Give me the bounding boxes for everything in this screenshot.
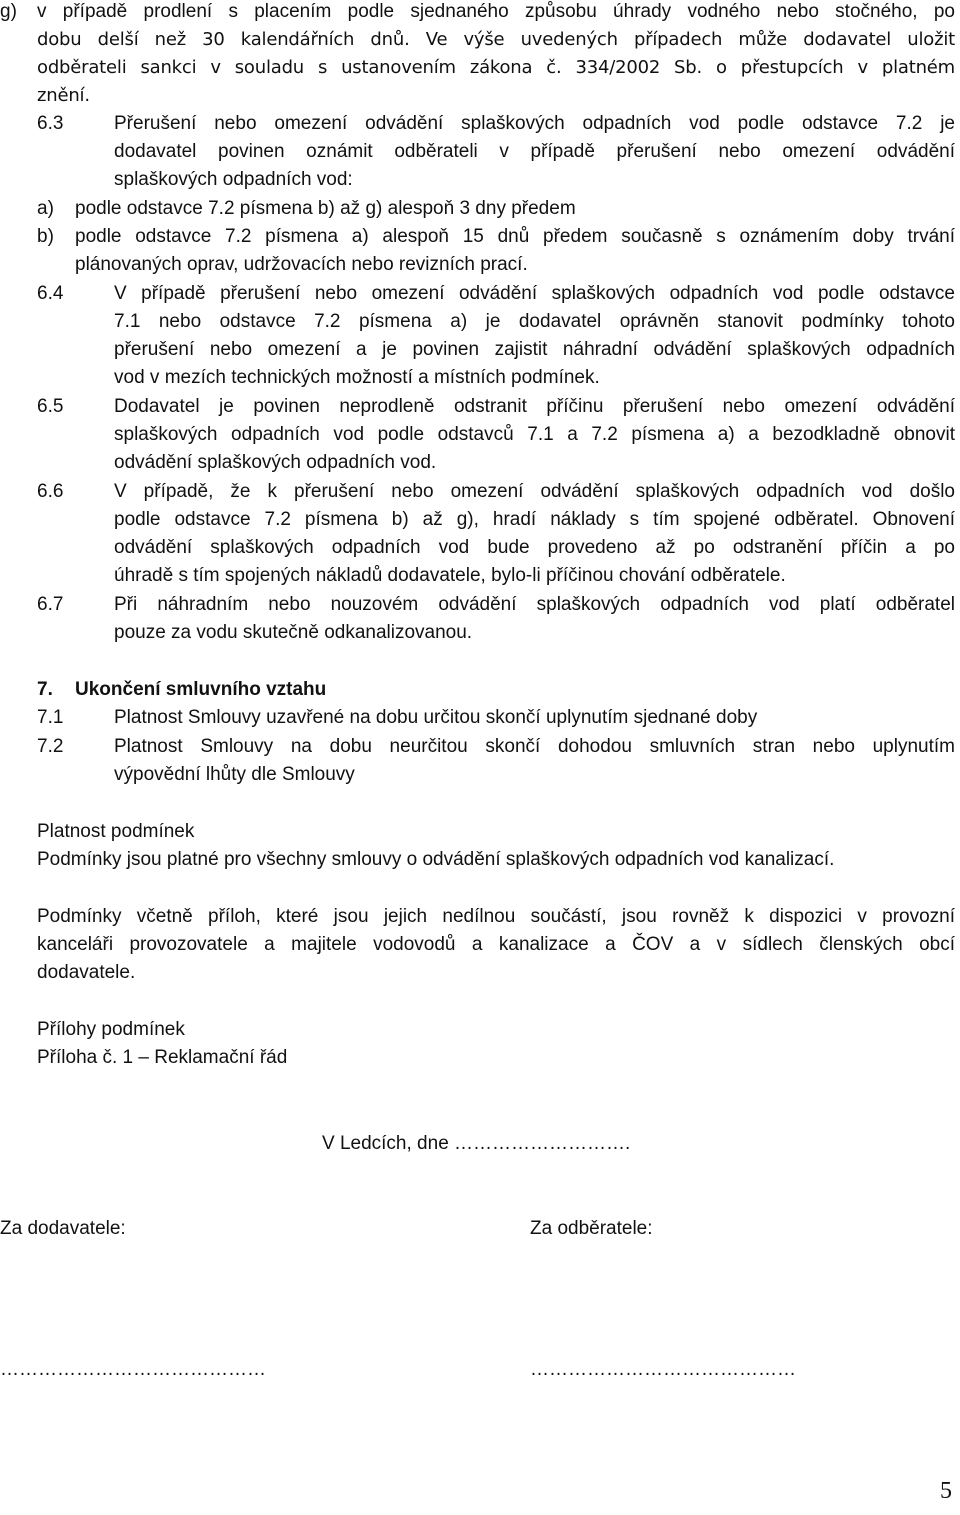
- section-heading-7: Ukončení smluvního vztahu: [75, 679, 327, 700]
- section-number-6-3: 6.3: [37, 113, 64, 134]
- section-number-7-1: 7.1: [37, 707, 64, 728]
- supplier-label: Za dodavatele:: [0, 1218, 126, 1239]
- item-g-line-2: dobu delší než 30 kalendářních dnů. Ve výše uvedených případech může dodavatel uložit: [37, 29, 955, 50]
- item-b-line-2: plánovaných oprav, udržovacích nebo revizních prací.: [75, 254, 528, 275]
- list-marker-g: g): [0, 1, 17, 22]
- item-g-line-3: odběrateli sankci v souladu s ustanovením zákona č. 334/2002 Sb. o přestupcích v platném: [37, 57, 955, 78]
- section-6-5-line-2: splaškových odpadních vod podle odstavců 7.1 a 7.2 písmena a) a bezodkladně obnovit: [114, 424, 955, 445]
- item-a-text: podle odstavce 7.2 písmena b) až g) alespoň 3 dny předem: [75, 198, 576, 219]
- section-6-5-line-3: odvádění splaškových odpadních vod.: [114, 452, 437, 473]
- validity-paragraph-line-2: kanceláři provozovatele a majitele vodovodů a kanalizace a ČOV a v sídlech členských obcí: [37, 934, 955, 955]
- page-number: 5: [940, 1478, 952, 1504]
- section-6-4-line-1: V případě přerušení nebo omezení odvádění splaškových odpadních vod podle odstavce: [114, 283, 955, 304]
- attachments-title: Přílohy podmínek: [37, 1019, 185, 1040]
- section-6-3-line-1: Přerušení nebo omezení odvádění splaškových odpadních vod podle odstavce 7.2 je: [114, 113, 955, 134]
- section-6-4-line-3: přerušení nebo omezení a je povinen zajistit náhradní odvádění splaškových odpadních: [114, 339, 955, 360]
- validity-paragraph-line-1: Podmínky včetně příloh, které jsou jejich nedílnou součástí, jsou rovněž k dispozici v provozní: [37, 906, 955, 927]
- section-6-5-line-1: Dodavatel je povinen neprodleně odstranit příčinu přerušení nebo omezení odvádění: [114, 396, 955, 417]
- customer-label: Za odběratele:: [530, 1218, 653, 1239]
- section-number-6-5: 6.5: [37, 396, 64, 417]
- section-number-6-6: 6.6: [37, 481, 64, 502]
- section-6-7-line-2: pouze za vodu skutečně odkanalizovanou.: [114, 622, 473, 643]
- supplier-signature-line: ……………………………………: [0, 1359, 266, 1380]
- section-7-2-line-1: Platnost Smlouvy na dobu neurčitou skončí dohodou smluvních stran nebo uplynutím: [114, 736, 955, 757]
- section-7-2-line-2: výpovědní lhůty dle Smlouvy: [114, 764, 355, 785]
- section-number-6-4: 6.4: [37, 283, 64, 304]
- section-6-6-line-2: podle odstavce 7.2 písmena b) až g), hradí náklady s tím spojené odběratel. Obnovení: [114, 509, 955, 530]
- section-number-6-7: 6.7: [37, 594, 64, 615]
- section-7-1-text: Platnost Smlouvy uzavřené na dobu určitou skončí uplynutím sjednané doby: [114, 707, 758, 728]
- item-b-line-1: podle odstavce 7.2 písmena a) alespoň 15 dnů předem současně s oznámením doby trvání: [75, 226, 955, 247]
- attachment-item-1: Příloha č. 1 – Reklamační řád: [37, 1047, 288, 1068]
- validity-title: Platnost podmínek: [37, 821, 195, 842]
- place-date: V Ledcích, dne ……………………….: [322, 1133, 631, 1154]
- section-6-6-line-4: úhradě s tím spojených nákladů dodavatele, bylo-li příčinou chování odběratele.: [114, 565, 786, 586]
- validity-text: Podmínky jsou platné pro všechny smlouvy o odvádění splaškových odpadních vod kanalizací.: [37, 849, 835, 870]
- list-marker-b: b): [37, 226, 54, 247]
- item-g-line-4: znění.: [37, 85, 90, 106]
- item-g-line-1: v případě prodlení s placením podle sjednaného způsobu úhrady vodného nebo stočného, po: [37, 1, 955, 22]
- customer-signature-line: ……………………………………: [530, 1359, 796, 1380]
- section-6-7-line-1: Při náhradním nebo nouzovém odvádění splaškových odpadních vod platí odběratel: [114, 594, 955, 615]
- section-6-3-line-2: dodavatel povinen oznámit odběrateli v případě přerušení nebo omezení odvádění: [114, 141, 955, 162]
- section-heading-number-7: 7.: [37, 679, 53, 700]
- section-6-6-line-3: odvádění splaškových odpadních vod bude provedeno až po odstranění příčin a po: [114, 537, 955, 558]
- validity-paragraph-line-3: dodavatele.: [37, 962, 136, 983]
- list-marker-a: a): [37, 198, 54, 219]
- section-6-3-line-3: splaškových odpadních vod:: [114, 169, 353, 190]
- section-6-4-line-2: 7.1 nebo odstavce 7.2 písmena a) je dodavatel oprávněn stanovit podmínky tohoto: [114, 311, 955, 332]
- section-6-6-line-1: V případě, že k přerušení nebo omezení odvádění splaškových odpadních vod došlo: [114, 481, 955, 502]
- section-number-7-2: 7.2: [37, 736, 64, 757]
- section-6-4-line-4: vod v mezích technických možností a místních podmínek.: [114, 367, 600, 388]
